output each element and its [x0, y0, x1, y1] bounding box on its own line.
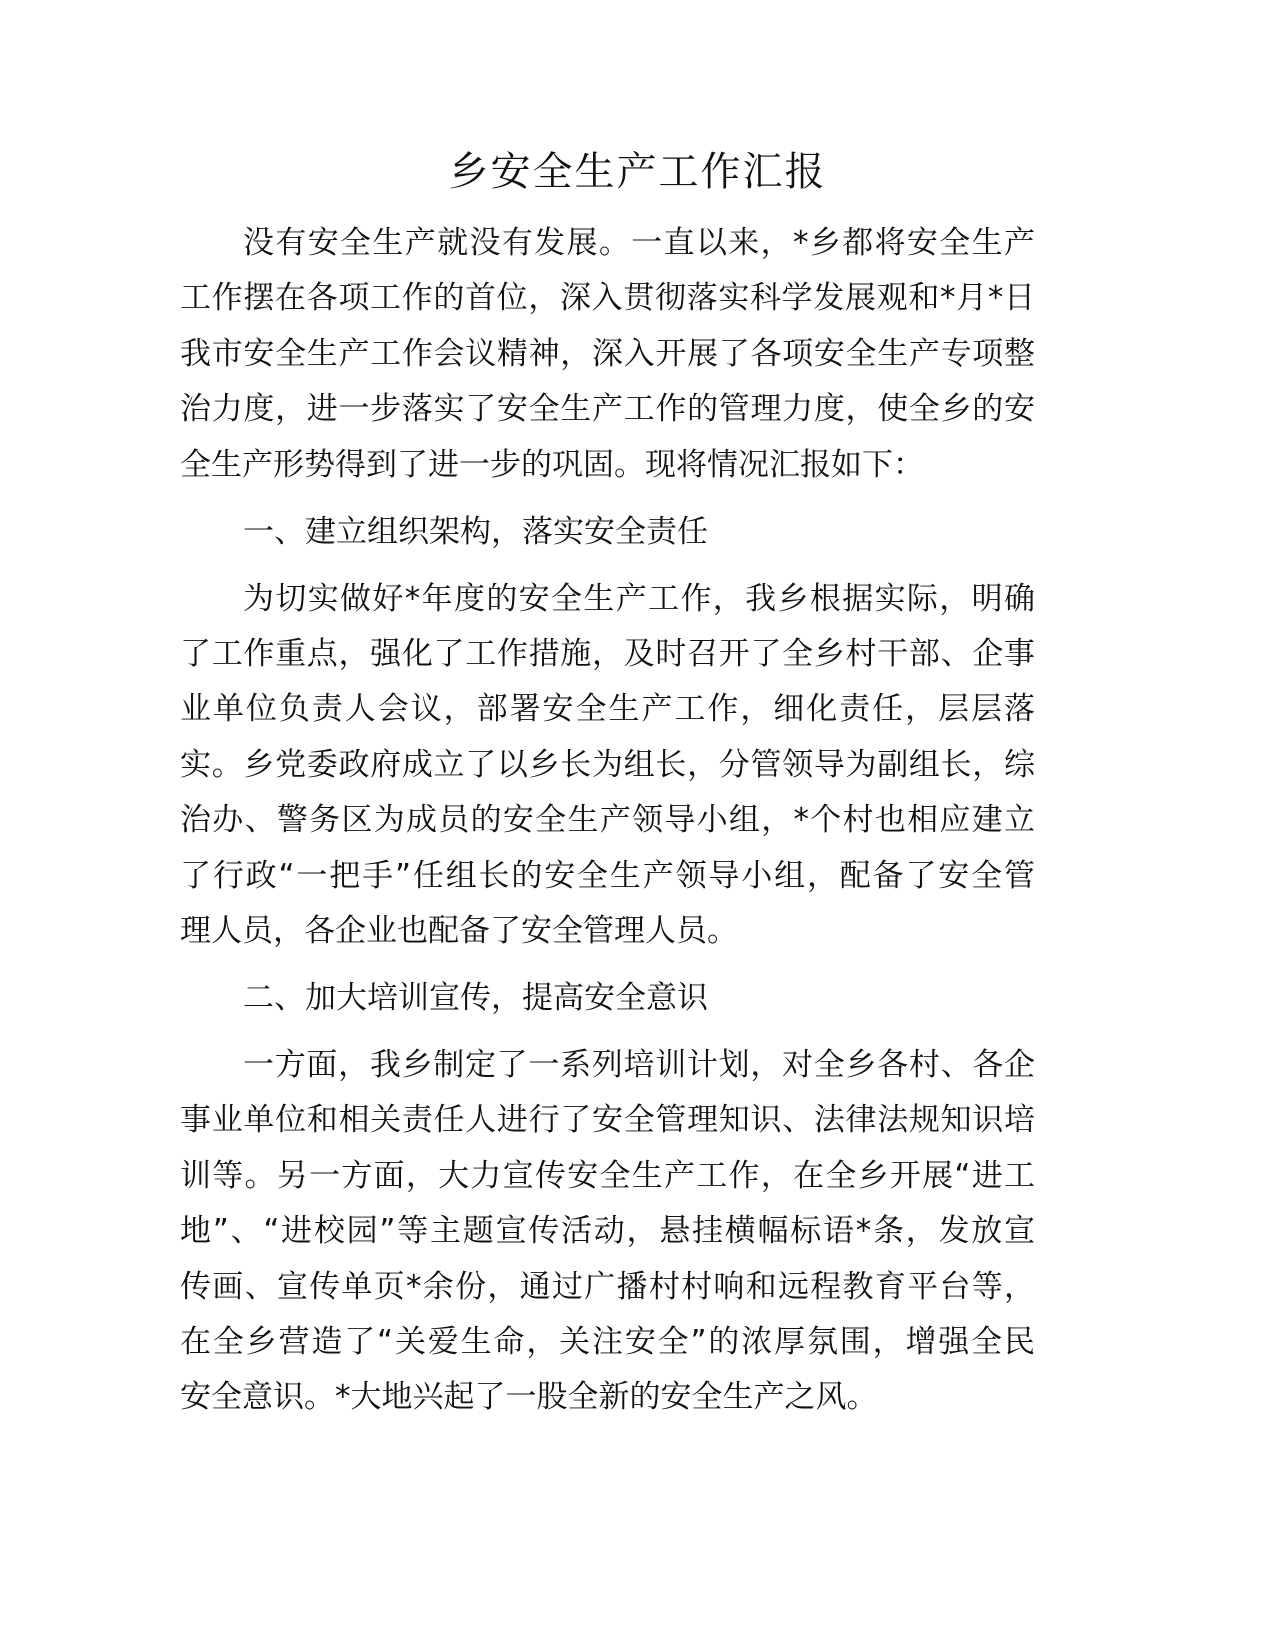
paragraph-line: 实。乡党委政府成立了以乡长为组长，分管领导为副组长，综	[180, 746, 1035, 783]
paragraph-line: 安全意识。*大地兴起了一股全新的安全生产之风。	[180, 1379, 878, 1416]
paragraph-line: 在全乡营造了“关爱生命，关注安全”的浓厚氛围，增强全民	[180, 1324, 1035, 1360]
paragraph-line: 为切实做好*年度的安全生产工作，我乡根据实际，明确	[243, 580, 1035, 617]
document-title: 乡安全生产工作汇报	[448, 149, 827, 195]
paragraph-line: 全生产形势得到了进一步的巩固。现将情况汇报如下：	[180, 446, 924, 483]
paragraph-line: 理人员，各企业也配备了安全管理人员。	[180, 913, 738, 949]
paragraph-line: 工作摆在各项工作的首位，深入贯彻落实科学发展观和*月*日	[180, 280, 1035, 317]
paragraph-line: 治力度，进一步落实了安全生产工作的管理力度，使全乡的安	[180, 391, 1035, 428]
paragraph-line: 地”、“进校园”等主题宣传活动，悬挂横幅标语*条，发放宣	[180, 1213, 1035, 1250]
heading-text: 二、加大培训宣传，提高安全意识	[243, 980, 708, 1016]
paragraph-line: 了工作重点，强化了工作措施，及时召开了全乡村干部、企事	[180, 636, 1035, 672]
paragraph-line: 业单位负责人会议，部署安全生产工作，细化责任，层层落	[180, 691, 1035, 728]
paragraph-line: 治办、警务区为成员的安全生产领导小组，*个村也相应建立	[180, 802, 1035, 839]
paragraph-line: 传画、宣传单页*余份，通过广播村村响和远程教育平台等，	[180, 1268, 1035, 1305]
paragraph-line: 没有安全生产就没有发展。一直以来，*乡都将安全生产	[243, 225, 1035, 261]
paragraph-line: 了行政“一把手”任组长的安全生产领导小组，配备了安全管	[180, 857, 1035, 894]
paragraph-line: 我市安全生产工作会议精神，深入开展了各项安全生产专项整	[180, 335, 1035, 372]
paragraph-line: 训等。另一方面，大力宣传安全生产工作，在全乡开展“进工	[180, 1157, 1035, 1194]
paragraph-line: 事业单位和相关责任人进行了安全管理知识、法律法规知识培	[180, 1102, 1035, 1139]
heading-text: 一、建立组织架构，落实安全责任	[243, 513, 708, 550]
paragraph-line: 一方面，我乡制定了一系列培训计划，对全乡各村、各企	[243, 1047, 1035, 1083]
